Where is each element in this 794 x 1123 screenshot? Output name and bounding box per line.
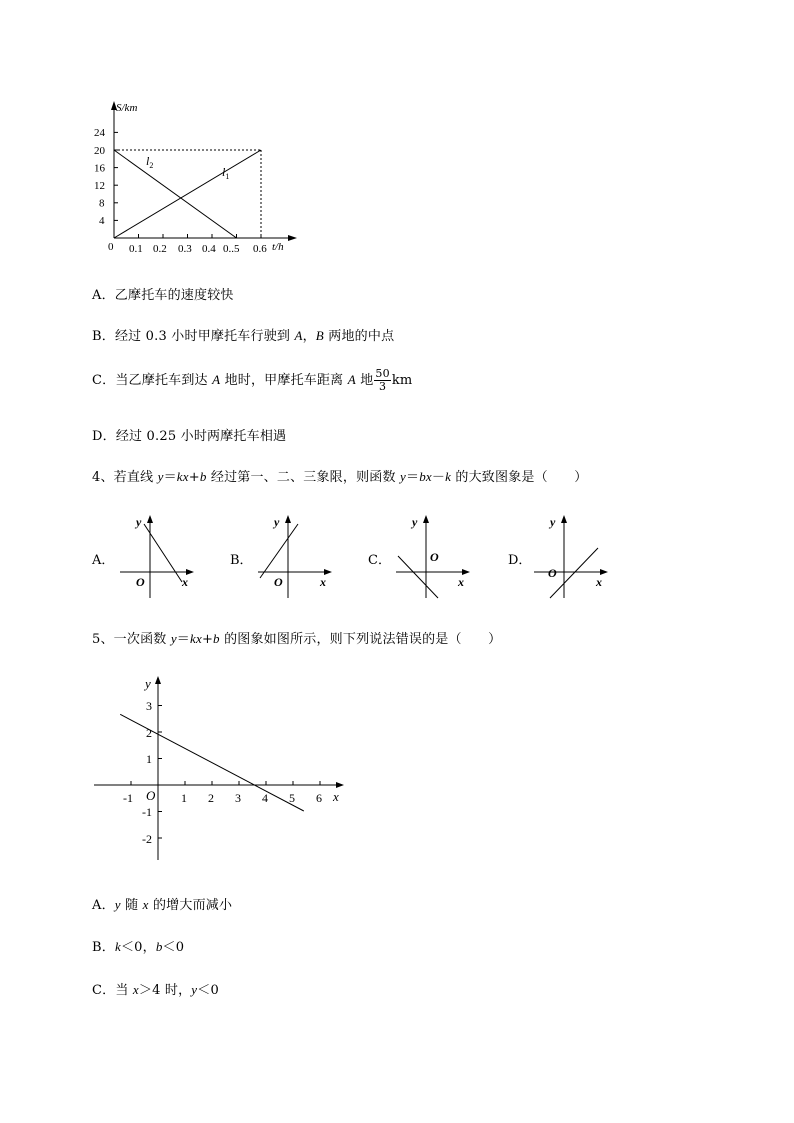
x-axis-label: x <box>333 789 339 804</box>
fraction <box>374 368 390 393</box>
text: B．经过 0.3 小时甲摩托车行驶到 <box>92 329 295 344</box>
y-tick-label: 8 <box>99 197 105 210</box>
fraction-numerator: 50 <box>375 367 390 380</box>
point-a: A <box>294 328 303 343</box>
point-a: A <box>347 372 356 387</box>
line-l2-label: $l_2$ <box>146 154 154 170</box>
text: 的大致图象是（ ） <box>451 470 588 485</box>
x-tick-label: 0.3 <box>178 243 192 255</box>
point-a: A <box>212 372 221 387</box>
text: 4、若直线 <box>92 470 158 485</box>
math: b <box>199 469 207 484</box>
q4-option-d-graph <box>530 512 612 602</box>
y-tick-label: 16 <box>94 162 105 175</box>
x-tick-label: 5 <box>289 791 295 805</box>
text: ＜0， <box>120 940 156 955</box>
x-axis-label: x <box>596 575 602 589</box>
unit: km <box>391 373 413 388</box>
origin-label: 0 <box>108 241 114 253</box>
q4-option-d-label: D． <box>508 553 532 568</box>
math: + <box>188 470 200 485</box>
math: x <box>142 897 149 912</box>
text: B． <box>92 940 115 955</box>
q3-option-c <box>92 368 412 393</box>
y-tick-label: 3 <box>146 699 152 713</box>
math: ＝ <box>406 470 420 485</box>
math: k <box>114 939 121 954</box>
origin-label: O <box>548 566 557 580</box>
y-tick-label: 1 <box>146 752 152 766</box>
text: A． <box>92 898 115 913</box>
q5-option-b <box>92 936 184 955</box>
origin-label: O <box>146 788 156 803</box>
text: 地时，甲摩托车距离 <box>220 373 348 388</box>
y-axis-label: y <box>145 676 151 691</box>
x-axis-label: x <box>182 575 188 589</box>
math: y <box>400 469 406 484</box>
text: 随 <box>120 898 143 913</box>
math: bx <box>419 469 432 484</box>
text: C．当 <box>92 983 133 998</box>
q3-option-d: D．经过 0.25 小时两摩托车相遇 <box>92 429 287 444</box>
math: x <box>132 982 139 997</box>
y-axis-label: y <box>136 515 142 529</box>
math: + <box>201 632 214 647</box>
q5-option-a <box>92 894 232 913</box>
x-tick-label: 0..5 <box>223 243 240 255</box>
text: ＜0 <box>162 940 185 955</box>
text: C．当乙摩托车到达 <box>92 373 213 388</box>
y-tick-label: 12 <box>94 180 105 192</box>
math: k <box>445 469 452 484</box>
y-axis-label: y <box>274 515 280 529</box>
x-axis-label: x <box>458 575 464 589</box>
q4-option-b-label: B． <box>230 553 253 568</box>
x-tick-label: -1 <box>123 791 133 805</box>
y-tick-label: 2 <box>146 726 152 740</box>
y-axis-label: y <box>412 515 418 529</box>
y-tick-label: 4 <box>99 215 105 227</box>
x-tick-label: 0.4 <box>202 243 216 255</box>
origin-label: O <box>274 575 283 589</box>
math: y <box>157 469 164 484</box>
math: b <box>155 939 163 954</box>
x-tick-label: 0.6 <box>253 243 267 255</box>
q3-option-a: A．乙摩托车的速度较快 <box>92 288 234 303</box>
y-axis-label: y <box>550 515 556 529</box>
q4-option-c-label: C． <box>368 553 391 568</box>
x-tick-label: 4 <box>262 791 268 805</box>
distance-time-graph <box>92 96 302 256</box>
text: 地 <box>355 373 374 388</box>
math: y <box>191 982 198 997</box>
y-tick-label: -1 <box>142 805 152 819</box>
q4-option-b-graph <box>254 512 336 602</box>
q3-option-b <box>92 325 394 344</box>
y-tick-label: 24 <box>94 127 105 139</box>
math: kx <box>176 469 189 484</box>
q4-option-a-graph <box>116 512 198 602</box>
text: ， <box>302 329 316 344</box>
text: ＞4 时， <box>138 983 192 998</box>
x-axis-label: t/h <box>272 241 284 253</box>
x-axis-label: x <box>320 575 326 589</box>
text: 两地的中点 <box>323 329 395 344</box>
q4-option-c-graph <box>392 512 474 602</box>
math: y <box>170 631 177 646</box>
point-b: B <box>315 328 324 343</box>
x-tick-label: 0.1 <box>129 243 143 255</box>
text: 经过第一、二、三象限，则函数 <box>206 470 401 485</box>
x-tick-label: 2 <box>208 791 214 805</box>
math: b <box>213 631 220 646</box>
text: 5、一次函数 <box>92 632 171 647</box>
fraction-denominator: 3 <box>379 380 387 393</box>
text: 的图象如图所示，则下列说法错误的是（ ） <box>219 632 502 647</box>
origin-label: O <box>430 550 439 564</box>
math: ＝ <box>176 632 190 647</box>
x-tick-label: 1 <box>181 791 187 805</box>
x-tick-label: 6 <box>316 791 322 805</box>
line-l1-label: $l_1$ <box>222 165 230 181</box>
text: 的增大而减小 <box>148 898 233 913</box>
y-axis-label: S/km <box>116 102 138 114</box>
math: kx <box>190 631 202 646</box>
x-tick-label: 3 <box>235 791 241 805</box>
text: ＜0 <box>197 983 219 998</box>
q5-stem <box>92 628 501 647</box>
q4-option-a-label: A． <box>92 553 115 568</box>
y-tick-label: -2 <box>142 832 152 846</box>
y-tick-label: 20 <box>94 145 105 157</box>
q4-stem <box>92 466 587 485</box>
origin-label: O <box>136 575 145 589</box>
math: ＝ <box>163 470 177 485</box>
q5-option-c <box>92 979 219 998</box>
math: － <box>431 470 446 485</box>
linear-function-graph <box>92 670 352 865</box>
math: y <box>114 897 121 912</box>
x-tick-label: 0.2 <box>153 243 167 255</box>
